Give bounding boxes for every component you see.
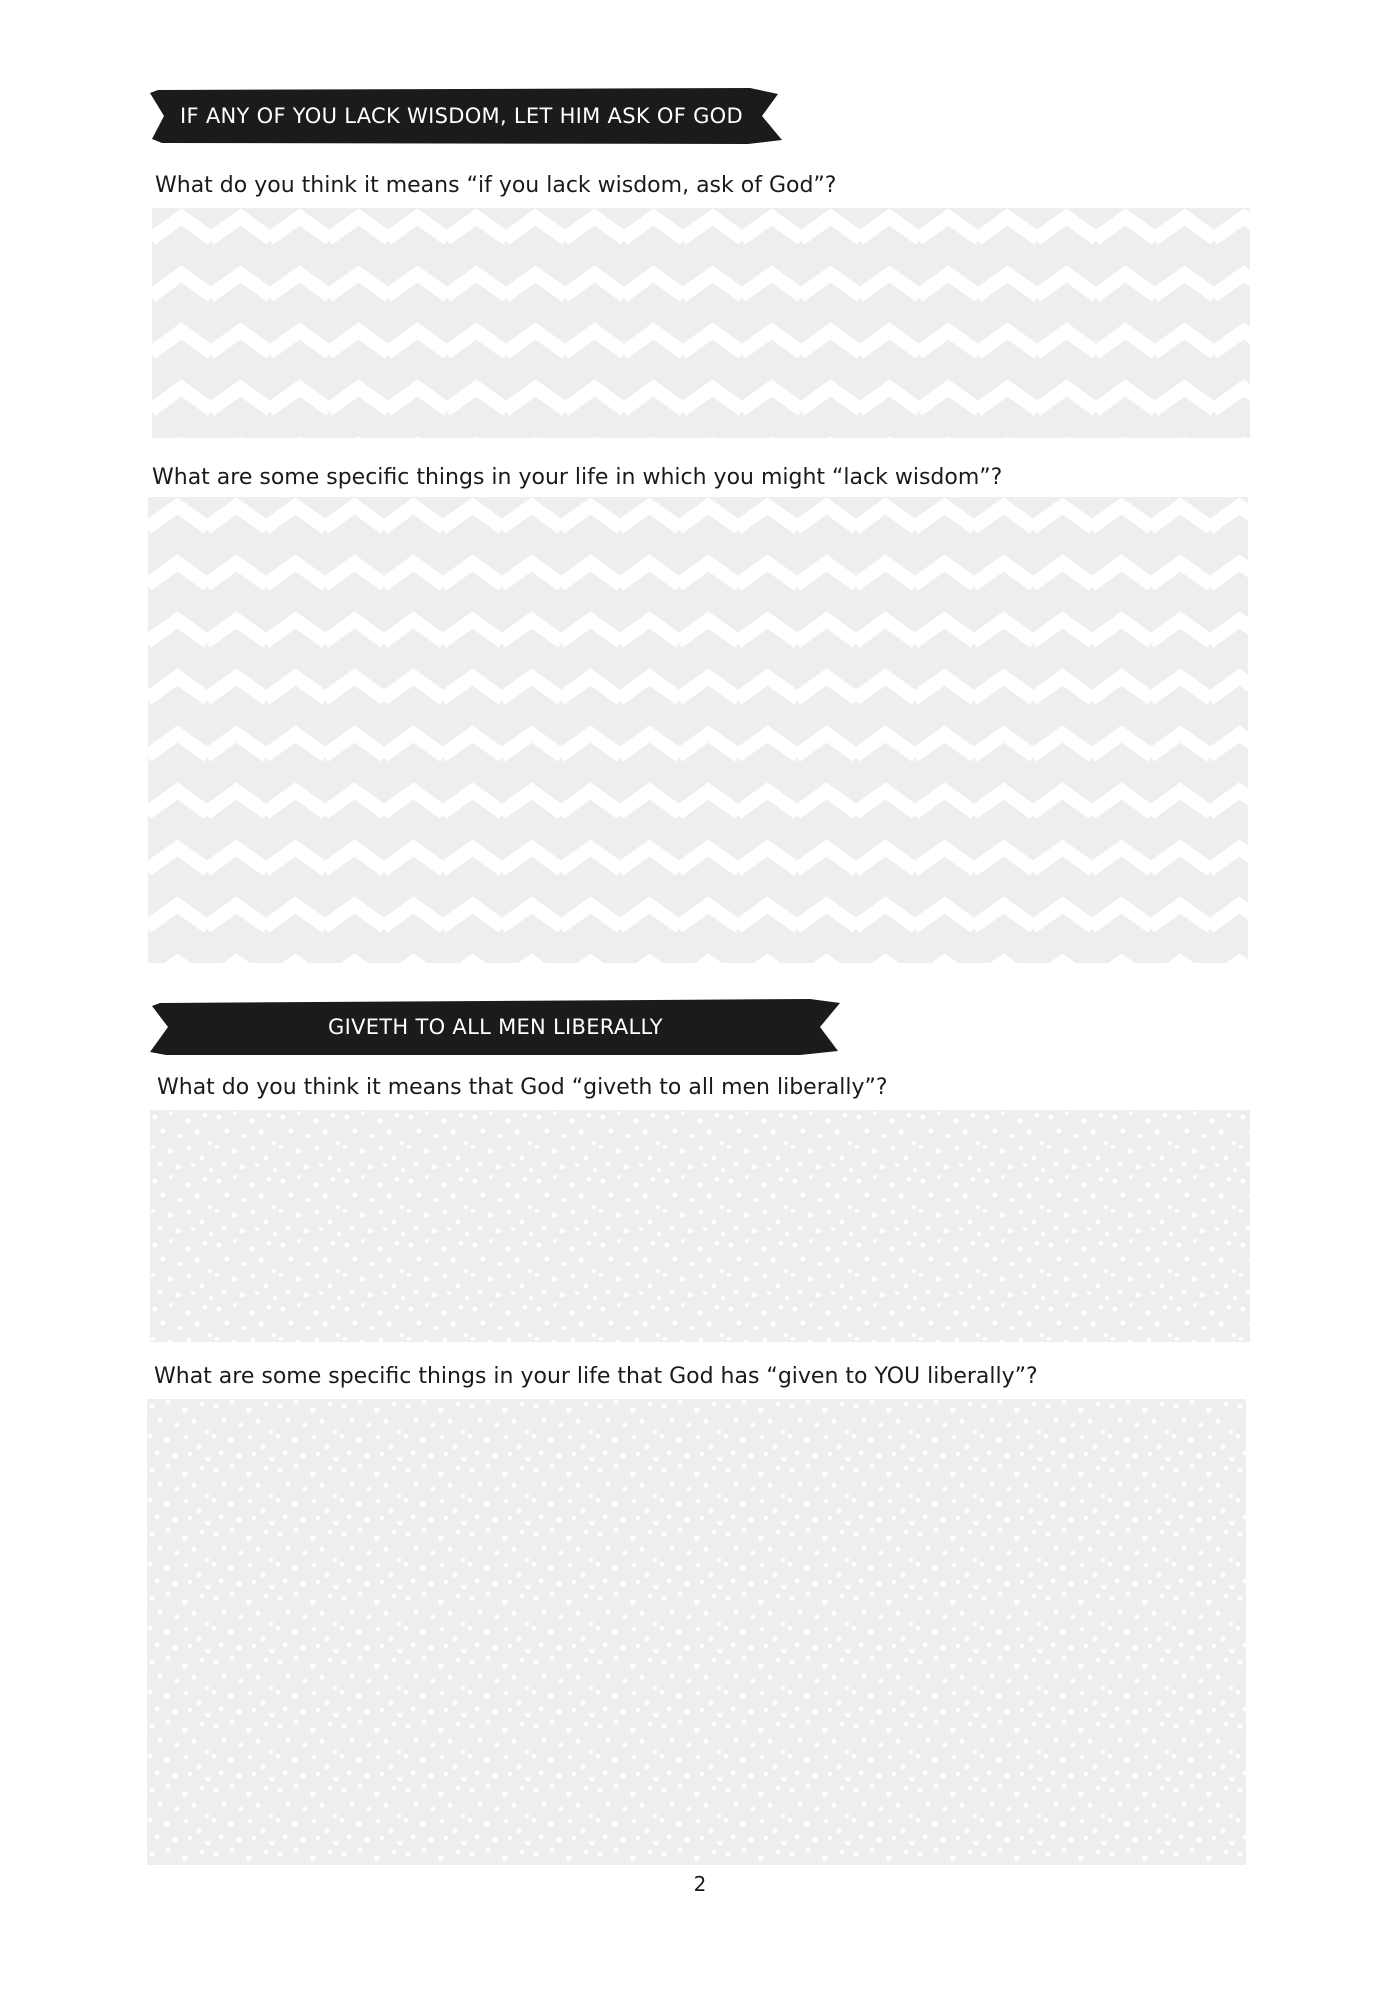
answer-area[interactable] bbox=[147, 1399, 1246, 1865]
section-banner-giveth-liberally bbox=[150, 997, 842, 1057]
dot-pattern bbox=[150, 1110, 1250, 1342]
chevron-pattern bbox=[148, 497, 1248, 963]
answer-area[interactable] bbox=[152, 208, 1250, 438]
answer-area[interactable] bbox=[148, 497, 1248, 963]
page-number: 2 bbox=[693, 1872, 707, 1896]
section-heading: GIVETH TO ALL MEN LIBERALLY bbox=[328, 1015, 663, 1039]
question-text: What are some specific things in your life in which you might “lack wisdom”? bbox=[152, 465, 1003, 490]
question-text: What do you think it means “if you lack wisdom, ask of God”? bbox=[155, 173, 837, 198]
question-text: What do you think it means that God “giveth to all men liberally”? bbox=[157, 1075, 888, 1100]
answer-area[interactable] bbox=[150, 1110, 1250, 1342]
chevron-pattern bbox=[152, 208, 1250, 438]
question-text: What are some specific things in your life that God has “given to YOU liberally”? bbox=[154, 1364, 1038, 1389]
dot-pattern bbox=[147, 1399, 1246, 1865]
section-banner-ask-of-god bbox=[150, 86, 784, 146]
section-heading: IF ANY OF YOU LACK WISDOM, LET HIM ASK OF GOD bbox=[180, 104, 743, 128]
